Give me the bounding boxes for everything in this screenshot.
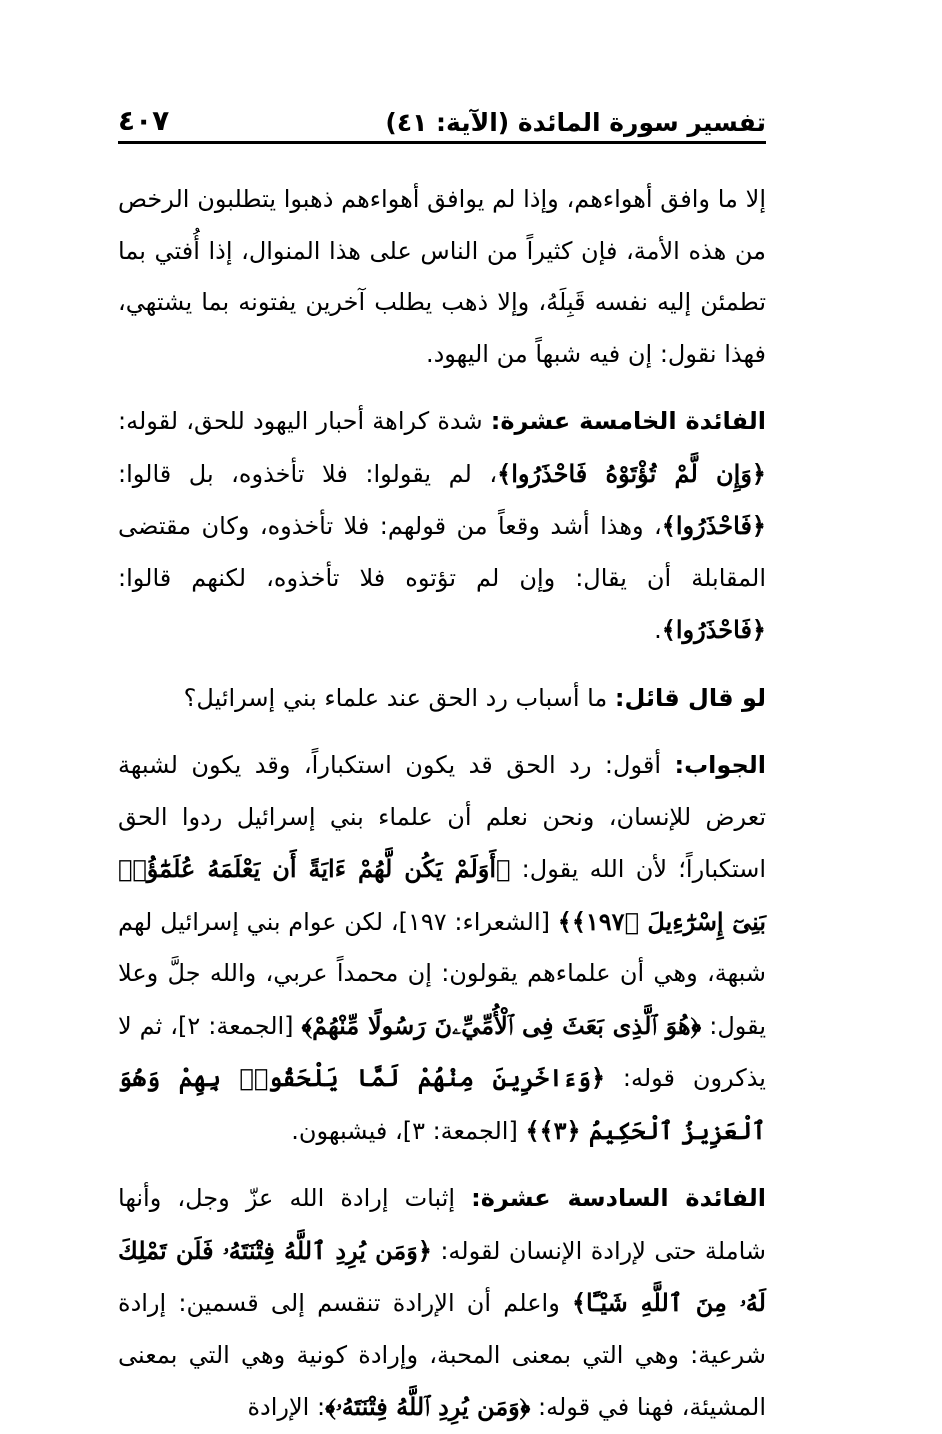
page-header [118, 95, 766, 144]
running-title: تفسير سورة المائدة (الآية: ٤١) [385, 108, 766, 137]
quran-verse: ﴿هُوَ ٱلَّذِى بَعَثَ فِى ٱلْأُمِّيِّۦنَ رَسُولًا مِّنْهُمْ﴾ [301, 1010, 702, 1040]
paragraph-text: : الإرادة [247, 1393, 326, 1421]
book-page [118, 95, 766, 1434]
paragraph-question [118, 673, 766, 725]
paragraph-text: شدة كراهة أحبار اليهود للحق، لقوله: [118, 407, 491, 435]
quran-verse: ﴿وَءَاخَرِينَ مِنْهُمْ لَمَّا يَلْحَقُوا۟ بِهِمْ وَهُوَ ٱلْعَزِيزُ ٱلْحَكِيمُ ﴿٣﴾﴾ [118, 1063, 766, 1145]
paragraph-text: ، وهذا أشد وقعاً من قولهم: فلا تأخذوه، وكان مقتضى المقابلة أن يقال: وإن لم تؤتوه فلا تأخذوه، لكنهم قالوا: [118, 512, 766, 592]
paragraph-text: . [654, 616, 662, 644]
section-heading: لو قال قائل: [614, 683, 766, 712]
paragraph-text: ، لم يقولوا: فلا تأخذوه، بل قالوا: [118, 459, 498, 488]
section-heading: الجواب: [674, 751, 766, 779]
page-body [118, 174, 766, 1434]
quran-verse: ﴿وَمَن يُرِدِ ٱللَّهُ فِتْنَتَهُۥ﴾ [325, 1392, 531, 1421]
paragraph-text: [الشعراء: ١٩٧]، لكن عوام بني إسرائيل لهم شبهة، وهي أن علماءهم يقولون: إن محمداً عربي، والله جلَّ وعلا يقول: [118, 907, 767, 1040]
paragraph-text: إثبات إرادة الله عزّ وجل، وأنها شاملة حتى لإرادة الإنسان لقوله: [118, 1184, 766, 1265]
quran-verse: ﴿وَإِن لَّمْ تُؤْتَوْهُ فَاحْذَرُوا﴾ [497, 458, 766, 488]
paragraph-text: واعلم أن الإرادة تنقسم إلى قسمين: إرادة شرعية: وهي التي بمعنى المحبة، وإرادة كونية وهي التي بمعنى المشيئة، فهنا في قوله: [118, 1289, 766, 1421]
paragraph-1: إلا ما وافق أهواءهم، وإذا لم يوافق أهواءهم ذهبوا يتطلبون الرخص من هذه الأمة، فإن كثيراً من الناس على هذا المنوال، إذا أُفتي بما تطمئن إليه نفسه قَبِلَهُ، وإلا ذهب يطلب آخرين يفتونه بما يشتهي، فهذا نقول: إن فيه شبهاً من اليهود. [118, 185, 766, 368]
quran-verse: ﴿فَاحْذَرُوا﴾ [661, 615, 766, 644]
paragraph-text: [الجمعة: ٢]، ثم لا يذكرون قوله: [118, 1011, 766, 1092]
paragraph-text: ما أسباب رد الحق عند علماء بني إسرائيل؟ [183, 683, 615, 712]
quran-verse: ﴿وَمَن يُرِدِ ٱللَّهُ فِتْنَتَهُۥ فَلَن تَمْلِكَ لَهُۥ مِنَ ٱللَّهِ شَيْـًٔا﴾ [118, 1235, 766, 1317]
quran-verse: ﴿أَوَلَمْ يَكُن لَّهُمْ ءَايَةً أَن يَعْلَمَهُ عُلَمَٰٓؤُا۟ بَنِىٓ إِسْرَٰٓءِيلَ ﴿١٩٧﴾﴾ [118, 854, 766, 936]
paragraph-answer [118, 740, 766, 1157]
paragraph-text: أقول: رد الحق قد يكون استكباراً، وقد يكون لشبهة تعرض للإنسان، ونحن نعلم أن علماء بني إسرائيل ردوا الحق استكباراً؛ لأن الله يقول: [118, 751, 766, 883]
paragraph-benefit-15 [118, 396, 766, 657]
paragraph-text: [الجمعة: ٣]، فيشبهون. [291, 1116, 526, 1145]
page-number: ٤٠٧ [118, 104, 170, 137]
section-heading: الفائدة الخامسة عشرة: [490, 407, 767, 435]
section-heading: الفائدة السادسة عشرة: [471, 1184, 766, 1212]
quran-verse: ﴿فَاحْذَرُوا﴾ [661, 511, 766, 540]
paragraph-benefit-16 [118, 1173, 766, 1434]
